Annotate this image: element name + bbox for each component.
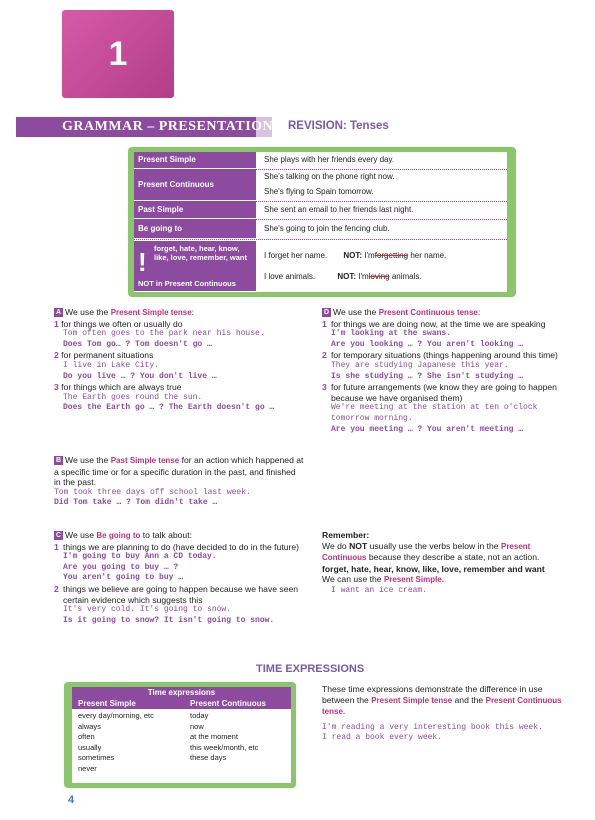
revision-row [134, 219, 507, 240]
section-c: C We use Be going to to talk about: 1 things we are planning to do (have decided to do in the future) I'm going to buy Ann a CD today. Are you going to buy … ? You aren't going to buy … 2 things we believe are going to happen because we have seen certain evidence which suggests this It's very cold. It's going to snow. Is it going to snow? It isn't going to snow. [54, 530, 304, 626]
revision-row [134, 169, 507, 202]
example: I want an ice cream. [331, 585, 428, 595]
example: Are you looking … ? You aren't looking … [331, 339, 524, 349]
example: I'm reading a very interesting book this week. [322, 722, 543, 732]
page-number: 4 [68, 794, 75, 806]
present-simple-expressions: every day/morning, etc always often usually sometimes never [78, 711, 154, 773]
example: You aren't going to buy … [63, 573, 184, 583]
example: Did Tom take … ? Tom didn't take … [54, 498, 218, 508]
example: They are studying Japanese this year. [331, 360, 509, 370]
tense-example: She's flying to Spain tomorrow. [264, 187, 374, 196]
section-letter: B [55, 457, 62, 465]
example: It's very cold. It's going to snow. [63, 605, 232, 615]
time-table-header: Present Simple Present Continuous [72, 698, 291, 709]
unit-number: 1 [108, 35, 128, 73]
stative-verbs: forget, hate, hear, know, like, love, remember, want [154, 244, 247, 262]
tense-label: Past Simple [134, 201, 256, 218]
section-title: GRAMMAR – PRESENTATION [62, 119, 274, 134]
example: The Earth goes round the sun. [63, 392, 203, 402]
stative-example-1: I forget her name. NOT: I'mforgetting her name. [264, 251, 447, 260]
exclamation-icon: ! [138, 247, 147, 277]
tense-label: Be going to [134, 219, 256, 238]
time-expressions-title: TIME EXPRESSIONS [256, 663, 365, 675]
tense-example: She plays with her friends every day. [264, 155, 395, 164]
tense-example: She's going to join the fencing club. [264, 224, 390, 233]
revision-row [134, 152, 507, 170]
stative-verb-list: forget, hate, hear, know, like, love, remember and want [322, 563, 545, 574]
example: Is it going to snow? It isn't going to snow. [63, 615, 275, 625]
tense-label: Present Simple [134, 152, 256, 168]
remember-title: Remember: [322, 530, 370, 540]
example: Are you going to buy … ? [63, 562, 179, 572]
section-b: B We use the Past Simple tense for an action which happened at a specific time or for a specific duration in the past, and finished in the past. Tom took three days off school last week. Did Tom take … ? Tom didn't take … [54, 455, 304, 508]
example: I'm going to buy Ann a CD today. [63, 552, 217, 562]
time-table-title: Time expressions [72, 687, 291, 698]
example: I live in Lake City. [63, 360, 160, 370]
example: I read a book every week. [322, 733, 443, 743]
present-continuous-expressions: today now at the moment this week/month, etc these days [190, 711, 259, 762]
section-letter: D [323, 309, 330, 317]
example: Does Tom go… ? Tom doesn't go … [63, 339, 212, 349]
example: Do you live … ? You don't live … [63, 371, 217, 381]
revision-row [134, 201, 507, 220]
time-expressions-description: These time expressions demonstrate the difference in use between the Present Simple tense and the Present Continuous tense. I'm reading a very interesting book this week. I read a book every week. [322, 684, 570, 744]
example: Tom took three days off school last week. [54, 487, 251, 497]
section-letter: A [55, 309, 62, 317]
tense-label: Present Continuous [134, 169, 256, 200]
remember-box: Remember: We do NOT usually use the verbs below in the Present Continuous because they describe a state, not an action. forget, hate, hear, know, like, love, remember and want We can use the Present Simple. I want an ice cream. [322, 530, 570, 597]
stative-note: NOT in Present Continuous [138, 279, 236, 288]
example: Are you meeting … ? You aren't meeting … [331, 424, 524, 434]
revision-row-not-continuous [134, 239, 507, 292]
time-expressions-table [72, 687, 291, 783]
example: I'm looking at the swans. [331, 329, 452, 339]
unit-number-box [62, 10, 174, 98]
example: Does the Earth go … ? The Earth doesn't go … [63, 403, 275, 413]
tense-example: She sent an email to her friends last night. [264, 205, 414, 214]
section-d: D We use the Present Continuous tense: 1 for things we are doing now, at the time we are speaking I'm looking at the swans. Are you looking … ? You aren't looking … 2 for temporary situations (things happening around this time) They are studying Japanese this year. Is she studying … ? She isn't studying … 3 for future arrangements (we know they are going to happen because we have organised them) We're meeting at the station at ten o'clock tomorrow morning. Are you meeting … ? You aren't meeting … [322, 307, 570, 435]
example: Tom often goes to the park near his house. [63, 329, 265, 339]
revision-table [134, 152, 507, 292]
section-letter: C [55, 532, 62, 540]
stative-verbs-label [134, 241, 256, 291]
example: We're meeting at the station at ten o'clock tomorrow morning. [331, 403, 538, 423]
tense-example: She's talking on the phone right now. [264, 172, 395, 181]
section-a: A We use the Present Simple tense: 1 for things we often or usually do Tom often goes to the park near his house. Does Tom go… ? Tom doesn't go … 2 for permanent situations I live in Lake City. Do you live … ? You don't live … 3 for things which are always true The Earth goes round the sun. Does the Earth go … ? The Earth doesn't go … [54, 307, 304, 414]
stative-example-2: I love animals. NOT: I'mloving animals. [264, 272, 422, 281]
revision-title: REVISION: Tenses [288, 120, 389, 132]
example: Is she studying … ? She isn't studying … [331, 371, 524, 381]
